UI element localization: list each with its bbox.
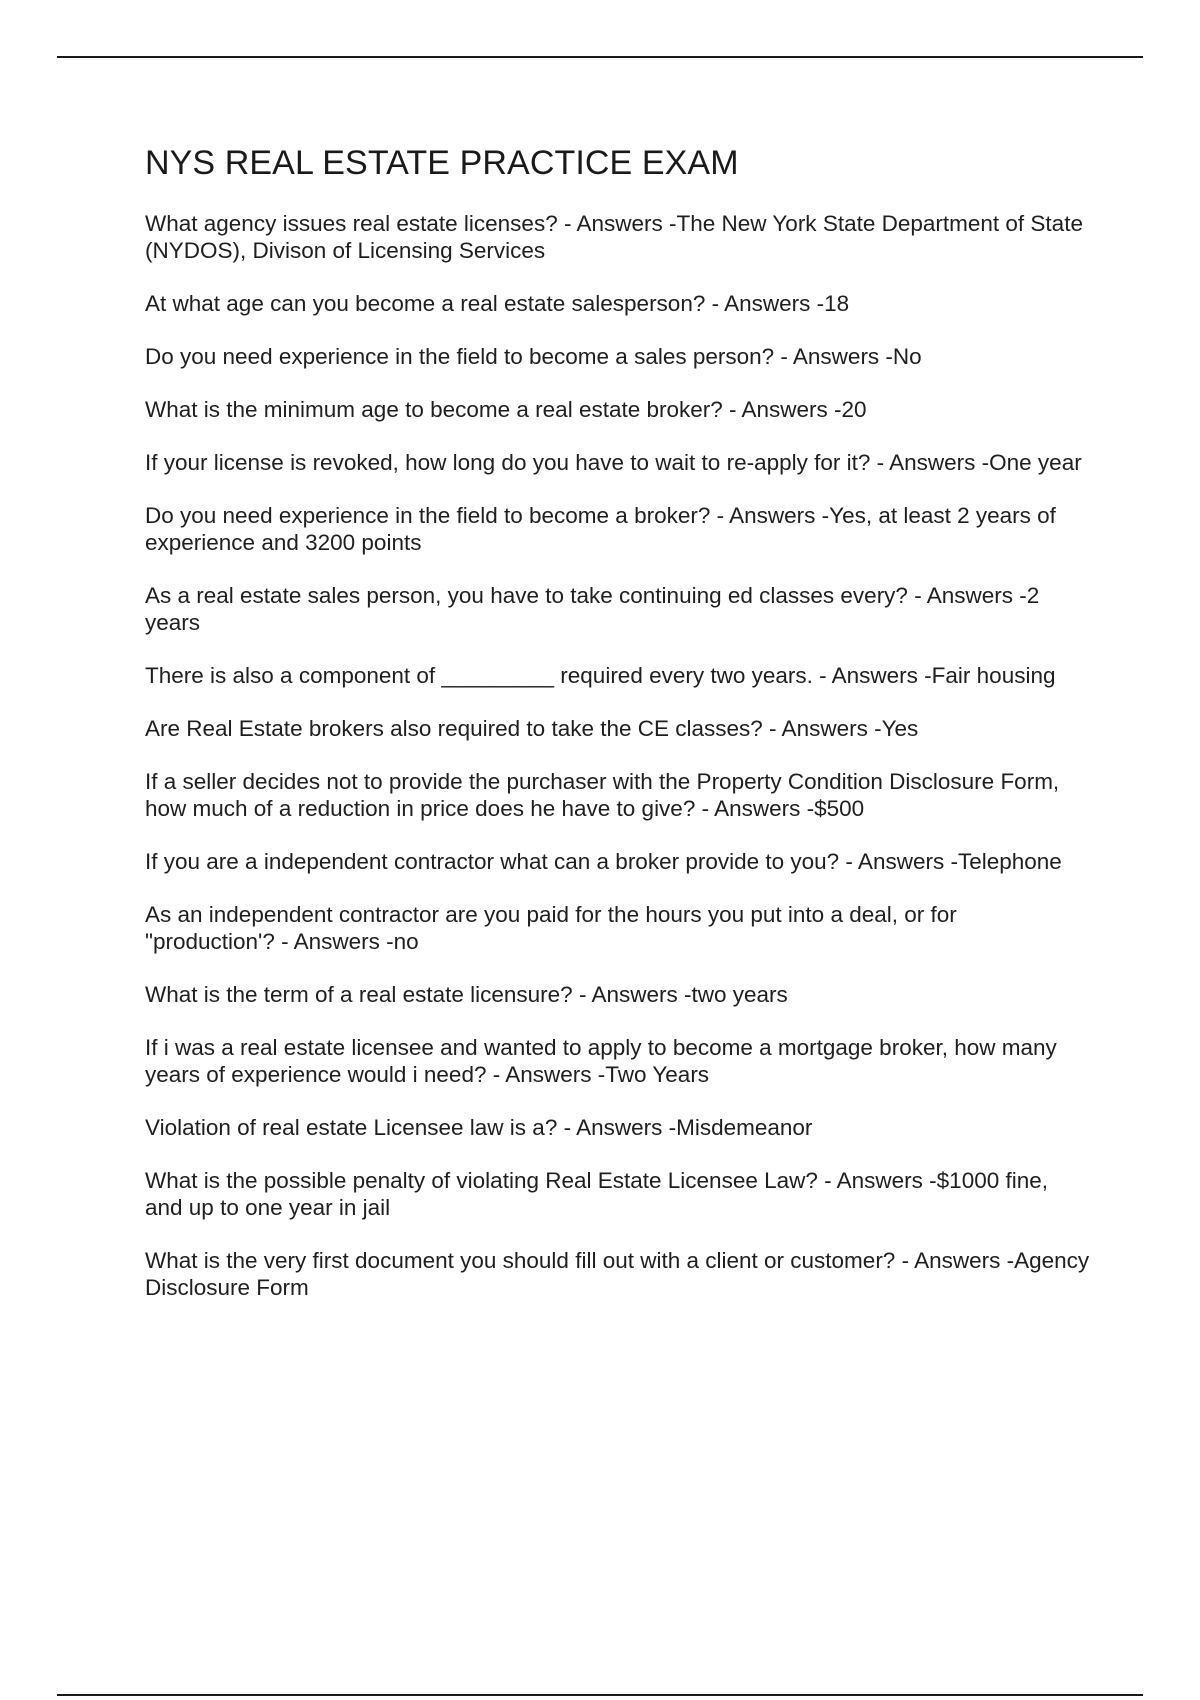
qa-item: As an independent contractor are you paid for the hours you put into a deal, or for "production'? - Answers -no xyxy=(145,902,957,954)
qa-item: There is also a component of _________ required every two years. - Answers -Fair housing xyxy=(145,663,1056,688)
qa-item: If a seller decides not to provide the purchaser with the Property Condition Disclosure Form, how much of a reduction in price does he have to give? - Answers -$500 xyxy=(145,769,1060,821)
page-title: NYS REAL ESTATE PRACTICE EXAM xyxy=(145,144,739,182)
qa-item: What agency issues real estate licenses? - Answers -The New York State Department of State (NYDOS), Divison of Licensing Services xyxy=(145,211,1083,263)
qa-item: If you are a independent contractor what can a broker provide to you? - Answers -Telephone xyxy=(145,849,1062,874)
qa-item: If i was a real estate licensee and wanted to apply to become a mortgage broker, how many years of experience would i need? - Answers -Two Years xyxy=(145,1035,1057,1087)
qa-item: Violation of real estate Licensee law is a? - Answers -Misdemeanor xyxy=(145,1115,813,1140)
qa-item: Do you need experience in the field to become a broker? - Answers -Yes, at least 2 years of experience and 3200 points xyxy=(145,503,1056,555)
document-body xyxy=(145,142,1090,1327)
qa-item: If your license is revoked, how long do you have to wait to re-apply for it? - Answers -One year xyxy=(145,450,1082,475)
qa-item: As a real estate sales person, you have to take continuing ed classes every? - Answers -2 years xyxy=(145,583,1040,635)
qa-item: What is the possible penalty of violating Real Estate Licensee Law? - Answers -$1000 fine, and up to one year in jail xyxy=(145,1168,1049,1220)
qa-item: What is the term of a real estate licensure? - Answers -two years xyxy=(145,982,788,1007)
qa-item: What is the very first document you should fill out with a client or customer? - Answers -Agency Disclosure Form xyxy=(145,1248,1090,1300)
qa-item: Are Real Estate brokers also required to take the CE classes? - Answers -Yes xyxy=(145,716,919,741)
qa-item: What is the minimum age to become a real estate broker? - Answers -20 xyxy=(145,397,867,422)
footer-rule xyxy=(57,1694,1143,1696)
qa-item: Do you need experience in the field to become a sales person? - Answers -No xyxy=(145,344,922,369)
qa-item: At what age can you become a real estate salesperson? - Answers -18 xyxy=(145,291,850,316)
header-rule xyxy=(57,56,1143,58)
